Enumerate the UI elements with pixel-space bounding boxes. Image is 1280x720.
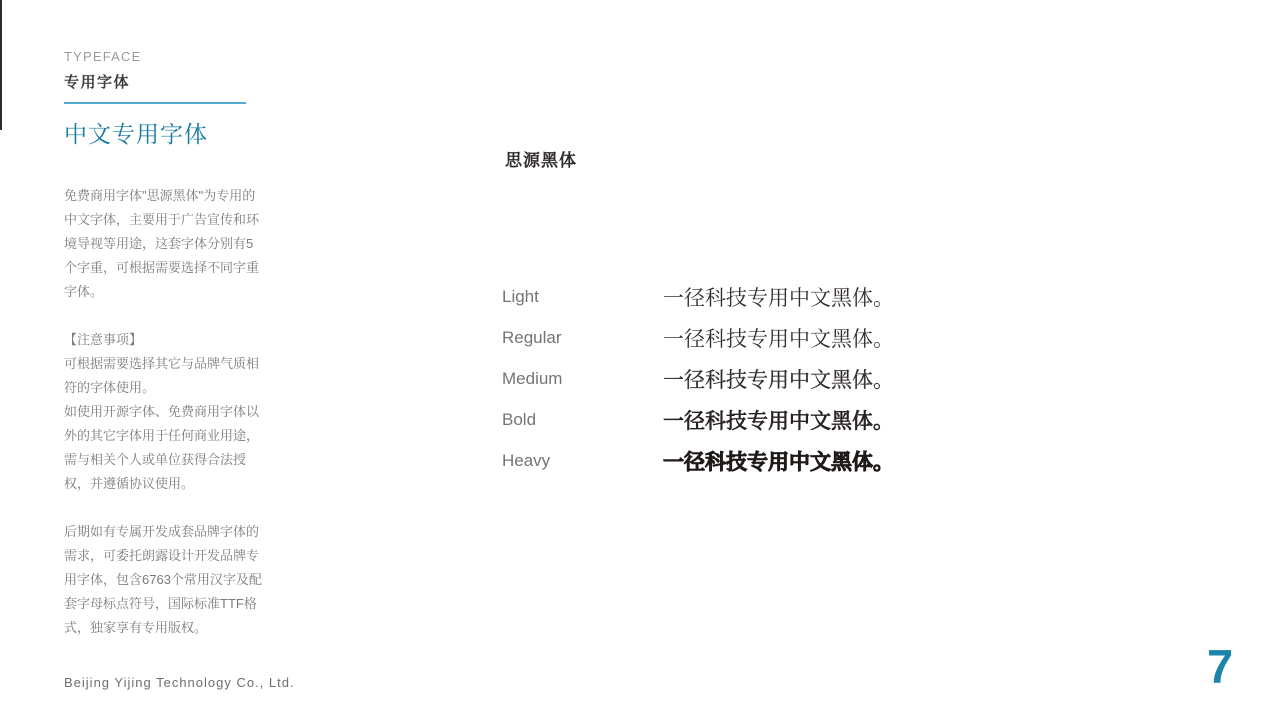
notice-line: 可根据需要选择其它与品牌气质相符的字体使用。 — [64, 356, 260, 395]
eyebrow-label: TYPEFACE — [64, 49, 142, 64]
weight-sample-text: 一径科技专用中文黑体。 — [663, 286, 894, 310]
weight-row-regular — [502, 317, 894, 358]
accent-rule — [64, 102, 246, 104]
specimen-font-name: 思源黑体 — [505, 151, 577, 170]
page-number: 7 — [1207, 640, 1234, 693]
weight-label: Regular — [502, 327, 562, 347]
company-name: Beijing Yijing Technology Co., Ltd. — [64, 675, 295, 690]
weight-sample-text: 一径科技专用中文黑体。 — [663, 327, 894, 351]
section-title: 专用字体 — [64, 74, 131, 91]
intro-paragraph: 免费商用字体"思源黑体"为专用的中文字体，主要用于广告宣传和环境导视等用途，这套字体分别有5个字重，可根据需要选择不同字重字体。 — [64, 188, 260, 299]
weight-label: Light — [502, 286, 539, 306]
weight-row-medium — [502, 358, 894, 399]
notice-block — [64, 328, 266, 496]
weight-sample-text: 一径科技专用中文黑体。 — [663, 450, 894, 474]
weight-specimen-list — [502, 276, 894, 481]
extra-paragraph: 后期如有专属开发成套品牌字体的需求，可委托朗露设计开发品牌专用字体，包含6763个常用汉字及配套字母标点符号，国际标准TTF格式，独家享有专用版权。 — [64, 524, 262, 635]
weight-label: Heavy — [502, 450, 551, 470]
weight-sample-text: 一径科技专用中文黑体。 — [663, 409, 894, 433]
weight-label: Bold — [502, 409, 537, 429]
weight-row-light — [502, 276, 894, 317]
notice-line: 如使用开源字体、免费商用字体以外的其它字体用于任何商业用途，需与相关个人或单位获得合法授权，并遵循协议使用。 — [64, 404, 260, 491]
weight-row-bold — [502, 399, 894, 440]
notice-title: 【注意事项】 — [64, 332, 143, 347]
sidebar-notes — [64, 184, 266, 664]
weight-row-heavy — [502, 440, 894, 481]
page-edge-line — [0, 0, 2, 130]
weight-label: Medium — [502, 368, 563, 388]
page-heading: 中文专用字体 — [64, 121, 208, 147]
weight-sample-text: 一径科技专用中文黑体。 — [663, 368, 894, 392]
